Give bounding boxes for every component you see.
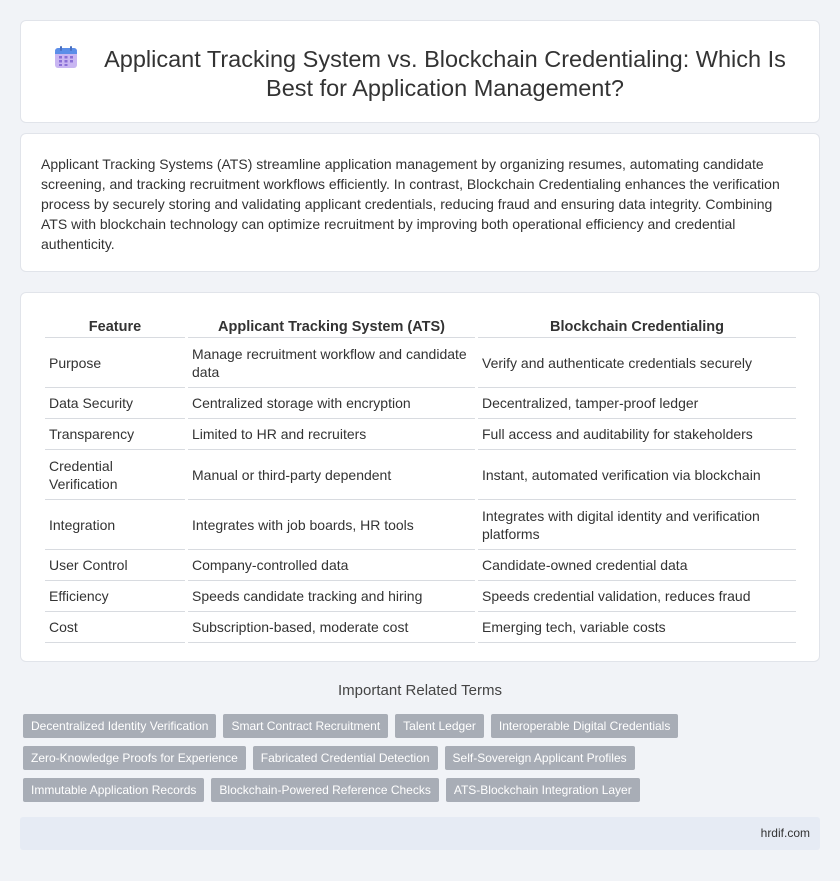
summary-paragraph: Applicant Tracking Systems (ATS) streamline application management by organizing resumes, automating candidate screening, and tracking recruitment workflows efficiently. In contrast, Blockchain Credentialing enhances the verification process by securely storing and validating applicant credentials, reducing fraud and ensuring data integrity. Combining ATS with blockchain technology can optimize recruitment by improving both operational efficiency and credential authenticity. (41, 156, 780, 252)
cell-ats: Manual or third-party dependent (188, 450, 475, 500)
table-header-row (45, 315, 796, 338)
cell-blockchain: Verify and authenticate credentials securely (478, 338, 796, 388)
cell-feature: Credential Verification (45, 450, 185, 500)
tag-link[interactable]: ATS-Blockchain Integration Layer (446, 778, 640, 802)
cell-feature: Cost (45, 612, 185, 643)
cell-ats: Integrates with job boards, HR tools (188, 500, 475, 550)
cell-ats: Limited to HR and recruiters (188, 419, 475, 450)
footer-site-link[interactable]: hrdif.com (760, 826, 810, 840)
tag-link[interactable]: Zero-Knowledge Proofs for Experience (23, 746, 246, 770)
tag-row (23, 714, 813, 738)
cell-blockchain: Instant, automated verification via blockchain (478, 450, 796, 500)
comparison-card (20, 292, 820, 662)
table-row (45, 500, 796, 550)
tag-link[interactable]: Immutable Application Records (23, 778, 204, 802)
tag-link[interactable]: Self-Sovereign Applicant Profiles (445, 746, 635, 770)
cell-feature: Efficiency (45, 581, 185, 612)
cell-ats: Subscription-based, moderate cost (188, 612, 475, 643)
cell-feature: Integration (45, 500, 185, 550)
cell-blockchain: Candidate-owned credential data (478, 550, 796, 581)
related-terms-heading: Important Related Terms (338, 682, 502, 699)
table-row (45, 419, 796, 450)
cell-feature: User Control (45, 550, 185, 581)
cell-blockchain: Integrates with digital identity and verification platforms (478, 500, 796, 550)
cell-ats: Centralized storage with encryption (188, 388, 475, 419)
cell-blockchain: Full access and auditability for stakeholders (478, 419, 796, 450)
cell-feature: Purpose (45, 338, 185, 388)
cell-blockchain: Speeds credential validation, reduces fraud (478, 581, 796, 612)
header-feature: Feature (45, 315, 185, 338)
tag-link[interactable]: Talent Ledger (395, 714, 484, 738)
cell-ats: Manage recruitment workflow and candidate data (188, 338, 475, 388)
table-row (45, 450, 796, 500)
tag-link[interactable]: Fabricated Credential Detection (253, 746, 438, 770)
header-ats: Applicant Tracking System (ATS) (188, 315, 475, 338)
related-terms-tags (23, 714, 813, 810)
footer (20, 817, 820, 850)
tag-link[interactable]: Decentralized Identity Verification (23, 714, 216, 738)
page-title: Applicant Tracking System vs. Blockchain Credentialing: Which Is Best for Application Management? (104, 46, 786, 101)
tag-link[interactable]: Interoperable Digital Credentials (491, 714, 678, 738)
cell-blockchain: Decentralized, tamper-proof ledger (478, 388, 796, 419)
table-row (45, 338, 796, 388)
title-card (20, 20, 820, 123)
table-row (45, 388, 796, 419)
cell-blockchain: Emerging tech, variable costs (478, 612, 796, 643)
tag-link[interactable]: Smart Contract Recruitment (223, 714, 388, 738)
summary-card (20, 133, 820, 272)
tag-row (23, 746, 813, 770)
comparison-table (42, 315, 799, 643)
table-row (45, 581, 796, 612)
cell-feature: Data Security (45, 388, 185, 419)
cell-ats: Company-controlled data (188, 550, 475, 581)
tag-row (23, 778, 813, 802)
table-row (45, 612, 796, 643)
header-blockchain: Blockchain Credentialing (478, 315, 796, 338)
calendar-icon (54, 45, 78, 69)
table-row (45, 550, 796, 581)
cell-ats: Speeds candidate tracking and hiring (188, 581, 475, 612)
tag-link[interactable]: Blockchain-Powered Reference Checks (211, 778, 438, 802)
cell-feature: Transparency (45, 419, 185, 450)
